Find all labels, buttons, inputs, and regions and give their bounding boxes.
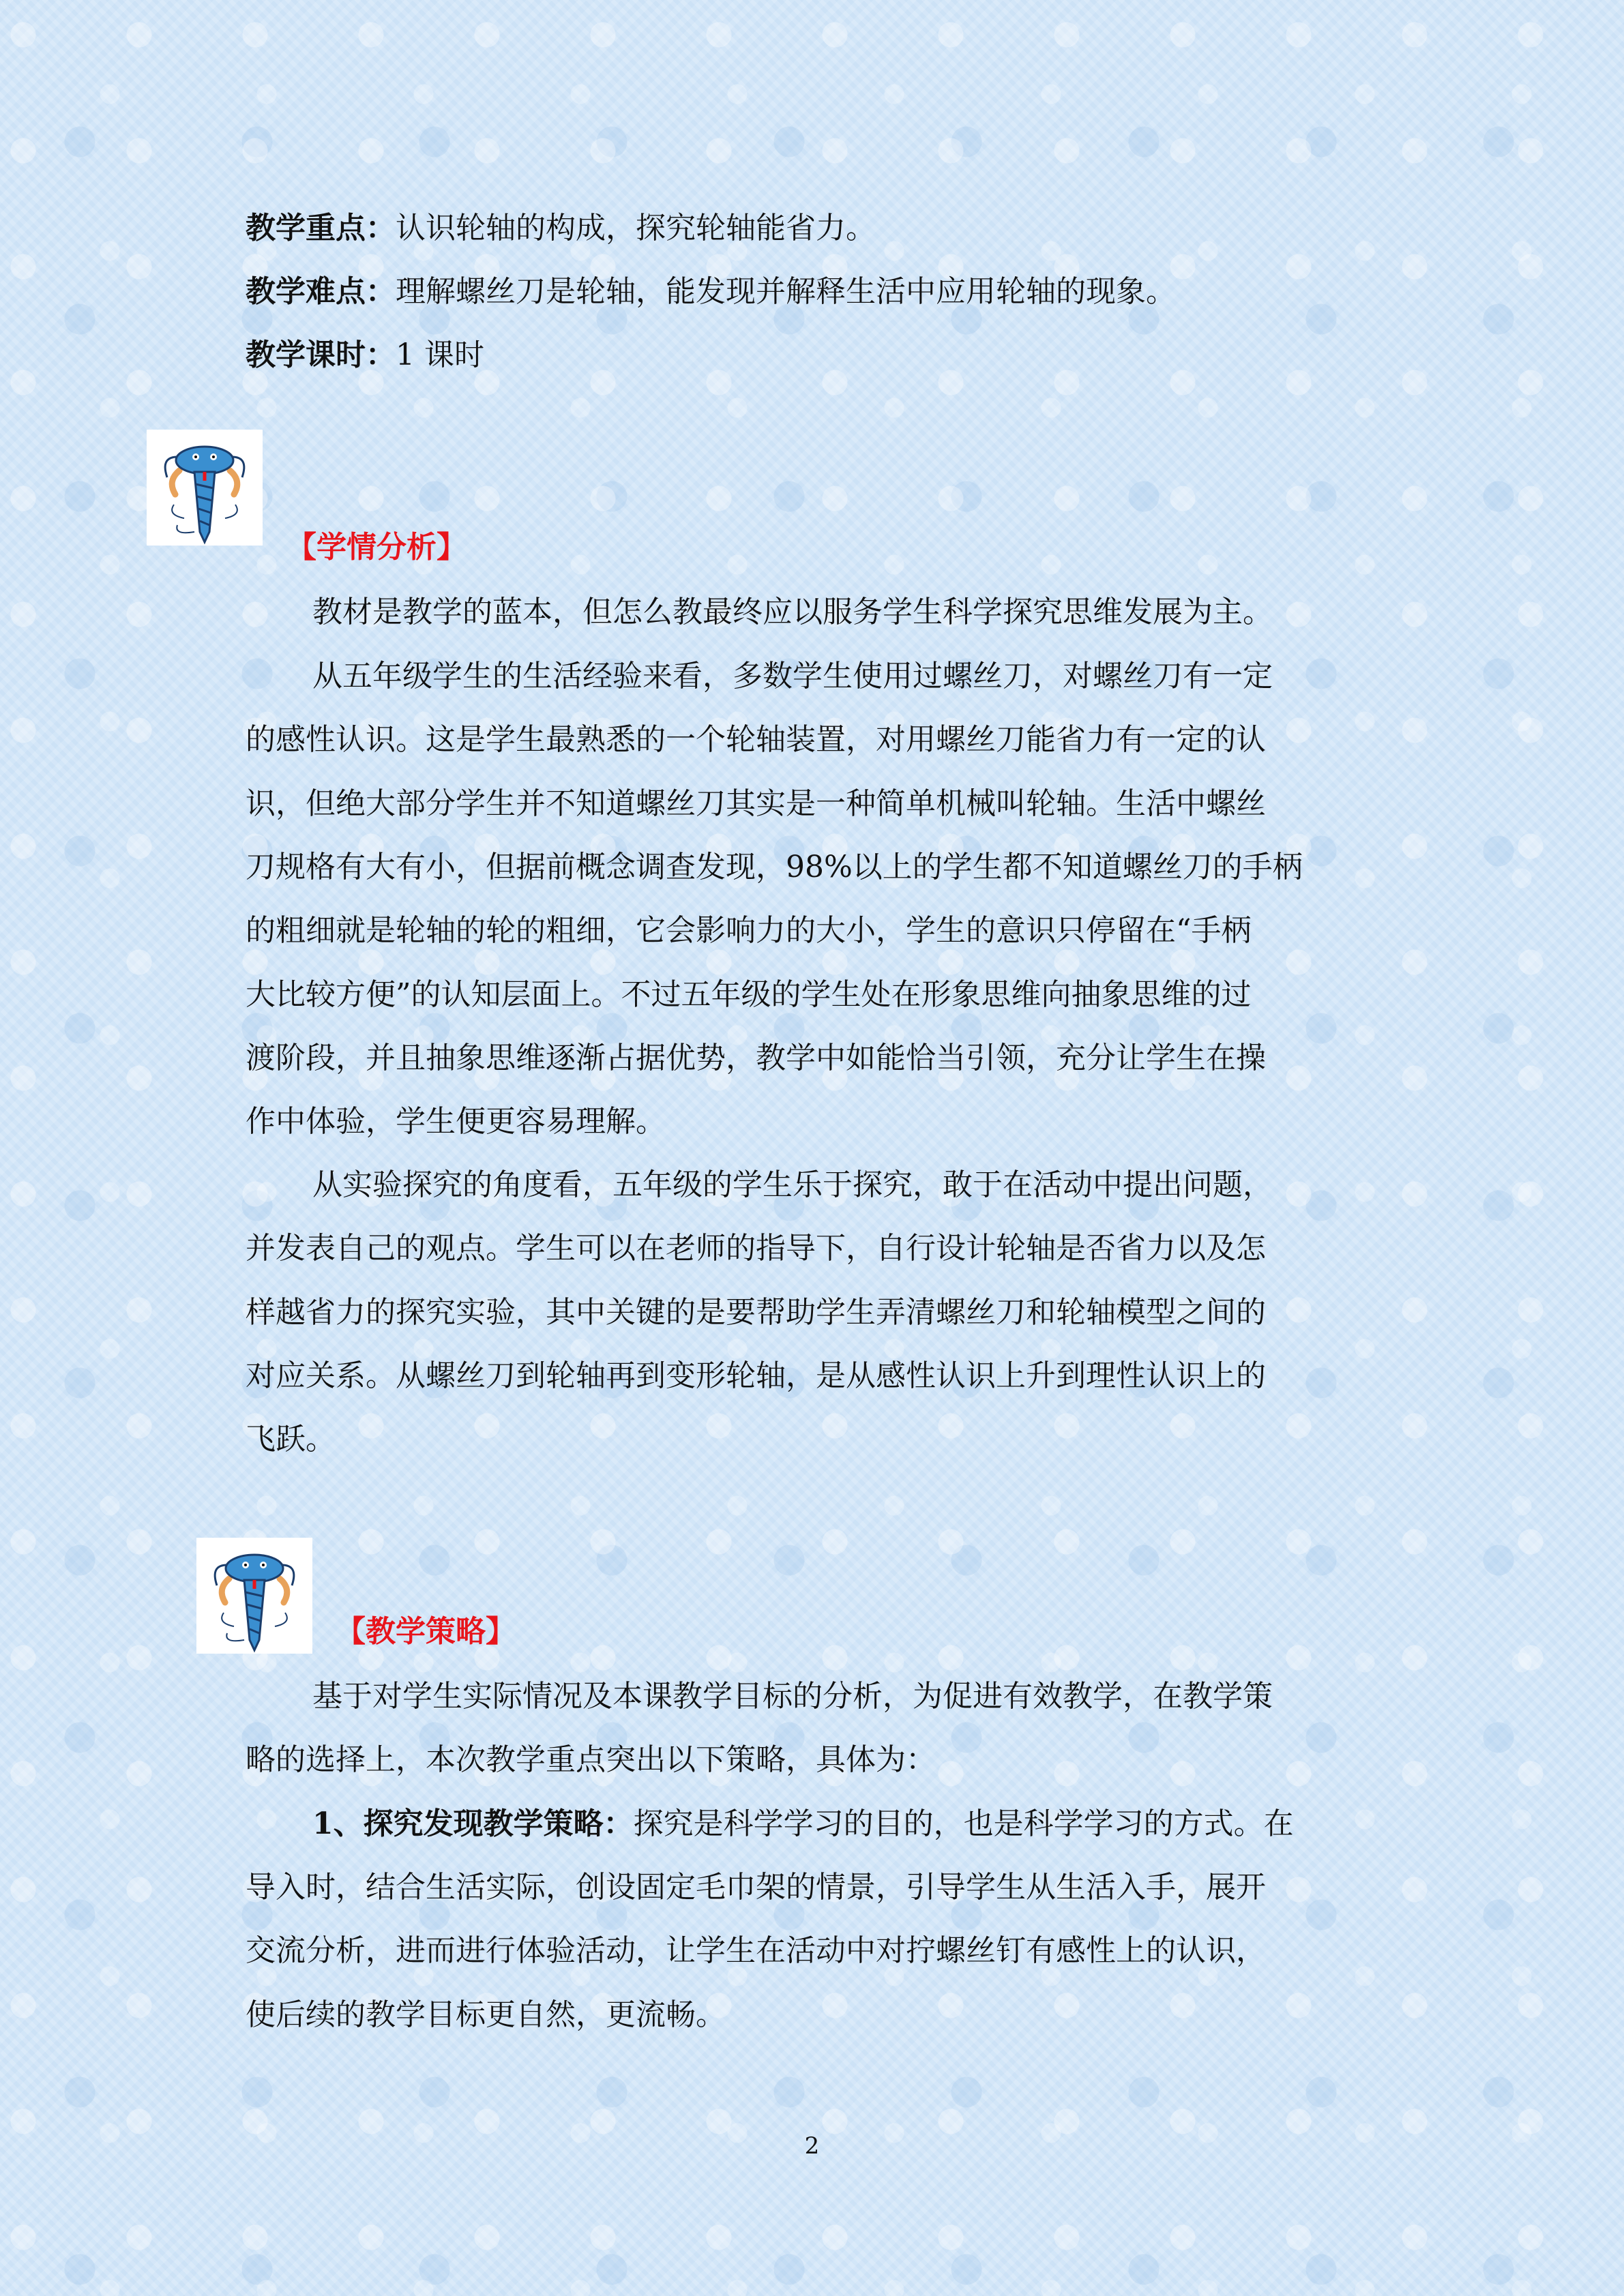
strategy-line: 导入时，结合生活实际，创设固定毛巾架的情景，引导学生从生活入手，展开: [246, 1870, 1266, 1905]
analysis-line: 从实验探究的角度看，五年级的学生乐于探究，敢于在活动中提出问题，: [312, 1167, 1273, 1202]
strategy-item-1-text: 探究是科学学习的目的，也是科学学习的方式。在: [633, 1806, 1294, 1841]
analysis-line: 并发表自己的观点。学生可以在老师的指导下，自行设计轮轴是否省力以及怎: [246, 1231, 1266, 1266]
analysis-line: 的粗细就是轮轴的轮的粗细，它会影响力的大小，学生的意识只停留在“手柄: [246, 913, 1252, 948]
strategy-line: 略的选择上，本次教学重点突出以下策略，具体为：: [246, 1742, 936, 1777]
class-hours-line: [246, 335, 484, 376]
strategy-line: 交流分析，进而进行体验活动，让学生在活动中对拧螺丝钉有感性上的认识，: [246, 1933, 1266, 1968]
strategy-line: 基于对学生实际情况及本课教学目标的分析，为促进有效教学，在教学策: [312, 1679, 1273, 1714]
analysis-line: 作中体验，学生便更容易理解。: [246, 1104, 666, 1139]
analysis-line: 大比较方便”的认知层面上。不过五年级的学生处在形象思维向抽象思维的过: [246, 977, 1252, 1012]
analysis-line: 教材是教学的蓝本，但怎么教最终应以服务学生科学探究思维发展为主。: [312, 595, 1273, 629]
analysis-line: 样越省力的探究实验，其中关键的是要帮助学生弄清螺丝刀和轮轴模型之间的: [246, 1295, 1266, 1330]
screw-mascot-icon: [147, 430, 263, 546]
strategy-item-1-label: 1、探究发现教学策略：: [312, 1806, 634, 1841]
key-point-text: 认识轮轴的构成，探究轮轴能省力。: [396, 211, 876, 245]
analysis-line: 从五年级学生的生活经验来看，多数学生使用过螺丝刀，对螺丝刀有一定: [312, 659, 1273, 694]
class-hours-text: 1 课时: [396, 338, 484, 372]
difficult-point-text: 理解螺丝刀是轮轴，能发现并解释生活中应用轮轴的现象。: [396, 274, 1176, 309]
class-hours-label: 教学课时：: [246, 338, 396, 372]
strategy-heading: 【教学策略】: [336, 1614, 516, 1649]
difficult-point-line: [246, 271, 1176, 312]
analysis-line: 渡阶段，并且抽象思维逐渐占据优势，教学中如能恰当引领，充分让学生在操: [246, 1041, 1266, 1075]
analysis-line: 对应关系。从螺丝刀到轮轴再到变形轮轴，是从感性认识上升到理性认识上的: [246, 1358, 1266, 1393]
analysis-line: 的感性认识。这是学生最熟悉的一个轮轴装置，对用螺丝刀能省力有一定的认: [246, 722, 1266, 757]
key-point-label: 教学重点：: [246, 211, 396, 245]
analysis-heading: 【学情分析】: [286, 530, 467, 565]
key-point-line: [246, 208, 876, 249]
strategy-line: 使后续的教学目标更自然，更流畅。: [246, 1997, 726, 2032]
page-number: 2: [804, 2132, 820, 2160]
analysis-line: 刀规格有大有小，但据前概念调查发现，98%以上的学生都不知道螺丝刀的手柄: [246, 850, 1303, 884]
screw-mascot-icon: [196, 1538, 312, 1654]
analysis-line: 识，但绝大部分学生并不知道螺丝刀其实是一种简单机械叫轮轴。生活中螺丝: [246, 786, 1266, 821]
analysis-line: 飞跃。: [246, 1422, 336, 1457]
difficult-point-label: 教学难点：: [246, 274, 396, 309]
strategy-item-1-first-line: [312, 1804, 1294, 1845]
